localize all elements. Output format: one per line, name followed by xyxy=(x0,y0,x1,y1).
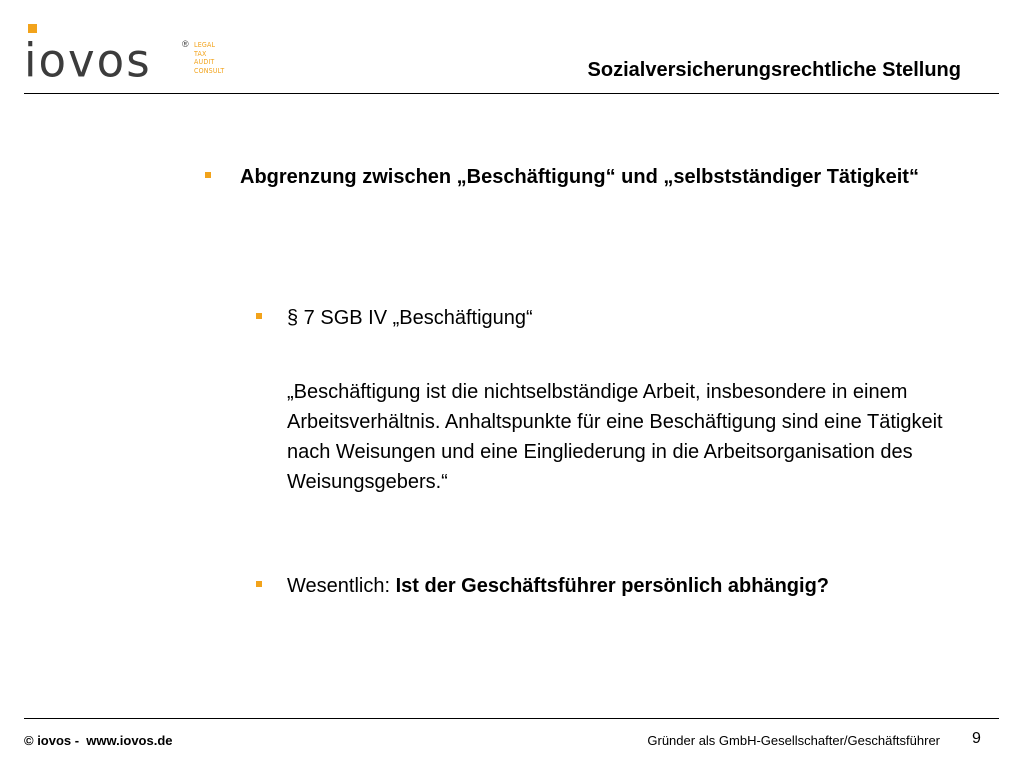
logo-tag-tax: TAX xyxy=(194,49,207,58)
sub-bullet-key-question xyxy=(287,571,987,601)
iovos-logo xyxy=(24,24,234,88)
footer-topic: Gründer als GmbH-Gesellschafter/Geschäftsführer xyxy=(647,733,940,748)
sub-bullet-legal-reference: § 7 SGB IV „Beschäftigung“ xyxy=(287,307,533,329)
logo-registered-mark: ® xyxy=(182,39,189,49)
page-number: 9 xyxy=(972,730,981,747)
logo-tag-audit: AUDIT xyxy=(194,58,215,66)
logo-tag-consult: CONSULT xyxy=(194,66,225,75)
main-bullet-heading: Abgrenzung zwischen „Beschäftigung“ und „selbstständiger Tätigkeit“ xyxy=(240,166,919,188)
header-divider xyxy=(24,93,999,94)
slide-title: Sozialversicherungsrechtliche Stellung xyxy=(587,59,961,81)
key-question-prefix: Wesentlich: xyxy=(287,575,396,597)
footer-copyright: © iovos - www.iovos.de xyxy=(24,733,173,748)
logo-tag-legal: LEGAL xyxy=(194,41,216,49)
footer-divider xyxy=(24,718,999,719)
key-question-emphasis: Ist der Geschäftsführer persönlich abhängig? xyxy=(395,575,829,597)
logo-accent-dot xyxy=(28,24,37,33)
legal-quote-paragraph: „Beschäftigung ist die nichtselbständige Arbeit, insbesondere in einem Arbeitsverhältnis. Anhaltspunkte für eine Beschäftigung sind eine Tätigkeit nach Weisungen und eine Eingliederung in die Arbeitsorganisation des Weisungsgebers.“ xyxy=(287,381,943,493)
bullet-square-icon xyxy=(256,581,262,587)
logo-wordmark: iovos xyxy=(24,33,152,88)
bullet-square-icon xyxy=(256,313,262,319)
logo-tagline xyxy=(194,41,224,75)
bullet-square-icon xyxy=(205,172,211,178)
